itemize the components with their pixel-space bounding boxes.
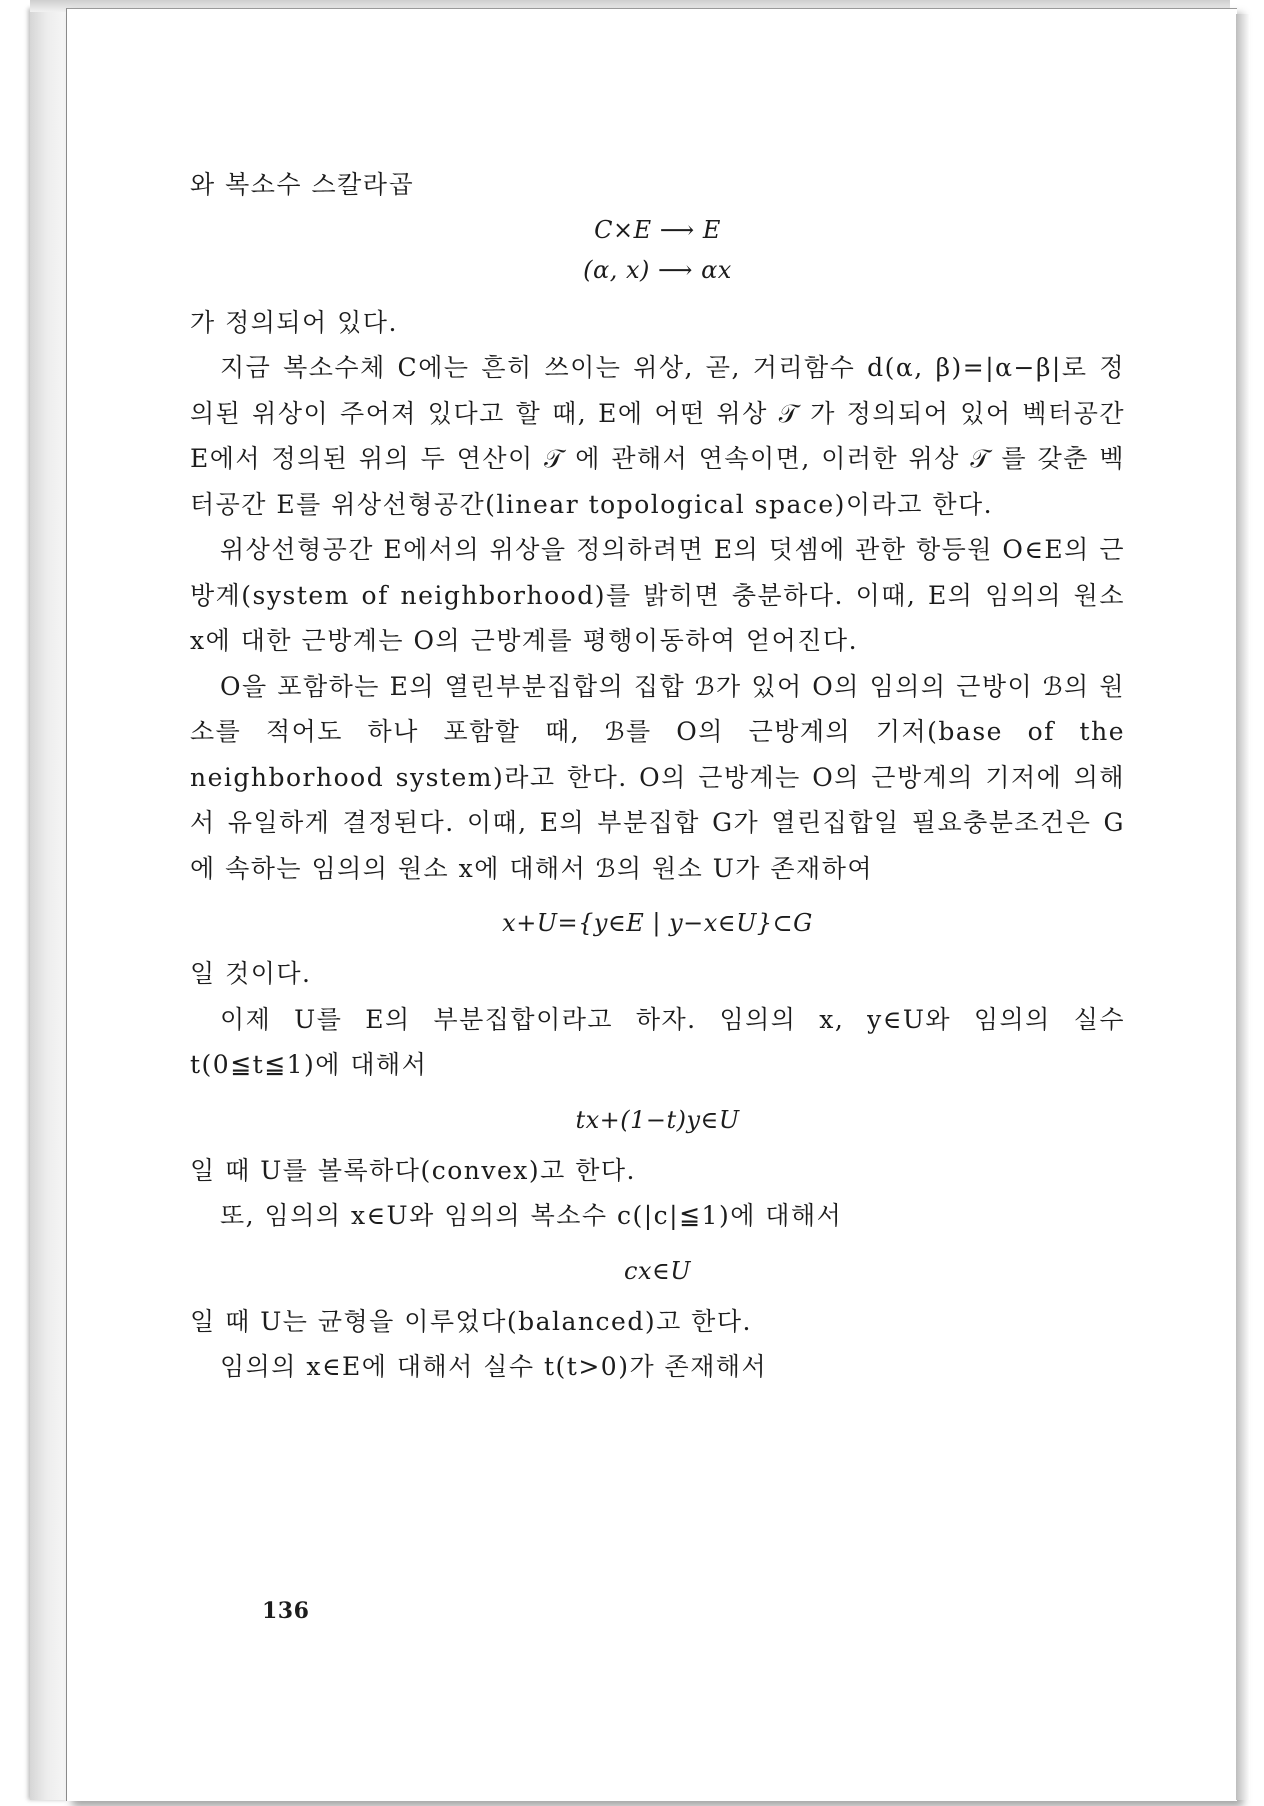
page-number: 136 (262, 1598, 310, 1624)
text-line: 일 것이다. (190, 959, 312, 988)
text-line: 일 때 U를 볼록하다(convex)고 한다. (190, 1155, 636, 1185)
equation: x+U={y∈E | y−x∈U}⊂G (502, 909, 813, 937)
paragraph: 위상선형공간 E에서의 위상을 정의하려면 E의 덧셈에 관한 항등원 O∈E의 근방계(system of neighborhood)를 밝히면 충분하다. 이때, E의 임의의 원소 x에 대한 근방계는 O의 근방계를 평행이동하여 얻어진다. (190, 535, 1125, 655)
paragraph: 이제 U를 E의 부분집합이라고 하자. 임의의 x, y∈U와 임의의 실수 t(0≦t≦1)에 대해서 (190, 1004, 1125, 1079)
equation: tx+(1−t)y∈U (575, 1105, 740, 1134)
equation-block (190, 210, 1125, 290)
page-body (190, 162, 1125, 1390)
equation: C×E ⟶ E (594, 215, 721, 244)
paragraph: O을 포함하는 E의 열린부분집합의 집합 ℬ가 있어 O의 임의의 근방이 ℬ의 원소를 적어도 하나 포함할 때, ℬ를 O의 근방계의 기저(base of the neighborhood system)라고 한다. O의 근방계는 O의 근방계의 기저에 의해서 유일하게 결정된다. 이때, E의 부분집합 G가 열린집합일 필요충분조건은 G에 속하는 임의의 원소 x에 대해서 ℬ의 원소 U가 존재하여 (190, 671, 1125, 883)
paragraph: 지금 복소수체 C에는 흔히 쓰이는 위상, 곧, 거리함수 d(α, β)=|α−β|로 정의된 위상이 주어져 있다고 할 때, E에 어떤 위상 𝒯 가 정의되어 있어 벡터공간 E에서 정의된 위의 두 연산이 𝒯 에 관해서 연속이면, 이러한 위상 𝒯 를 갖춘 벡터공간 E를 위상선형공간(linear topological space)이라고 한다. (190, 353, 1125, 519)
equation: (α, x) ⟶ αx (583, 255, 732, 284)
book-spine-edge (30, 8, 68, 1800)
text-line: 가 정의되어 있다. (190, 307, 398, 337)
text-line: 와 복소수 스칼라곱 (190, 170, 415, 199)
equation: cx∈U (624, 1256, 691, 1285)
paragraph: 또, 임의의 x∈U와 임의의 복소수 c(|c|≦1)에 대해서 (220, 1201, 843, 1230)
page-right-shadow (1236, 14, 1250, 1800)
text-line: 일 때 U는 균형을 이루었다(balanced)고 한다. (190, 1306, 752, 1336)
text-line: 임의의 x∈E에 대해서 실수 t(t>0)가 존재해서 (220, 1352, 768, 1381)
